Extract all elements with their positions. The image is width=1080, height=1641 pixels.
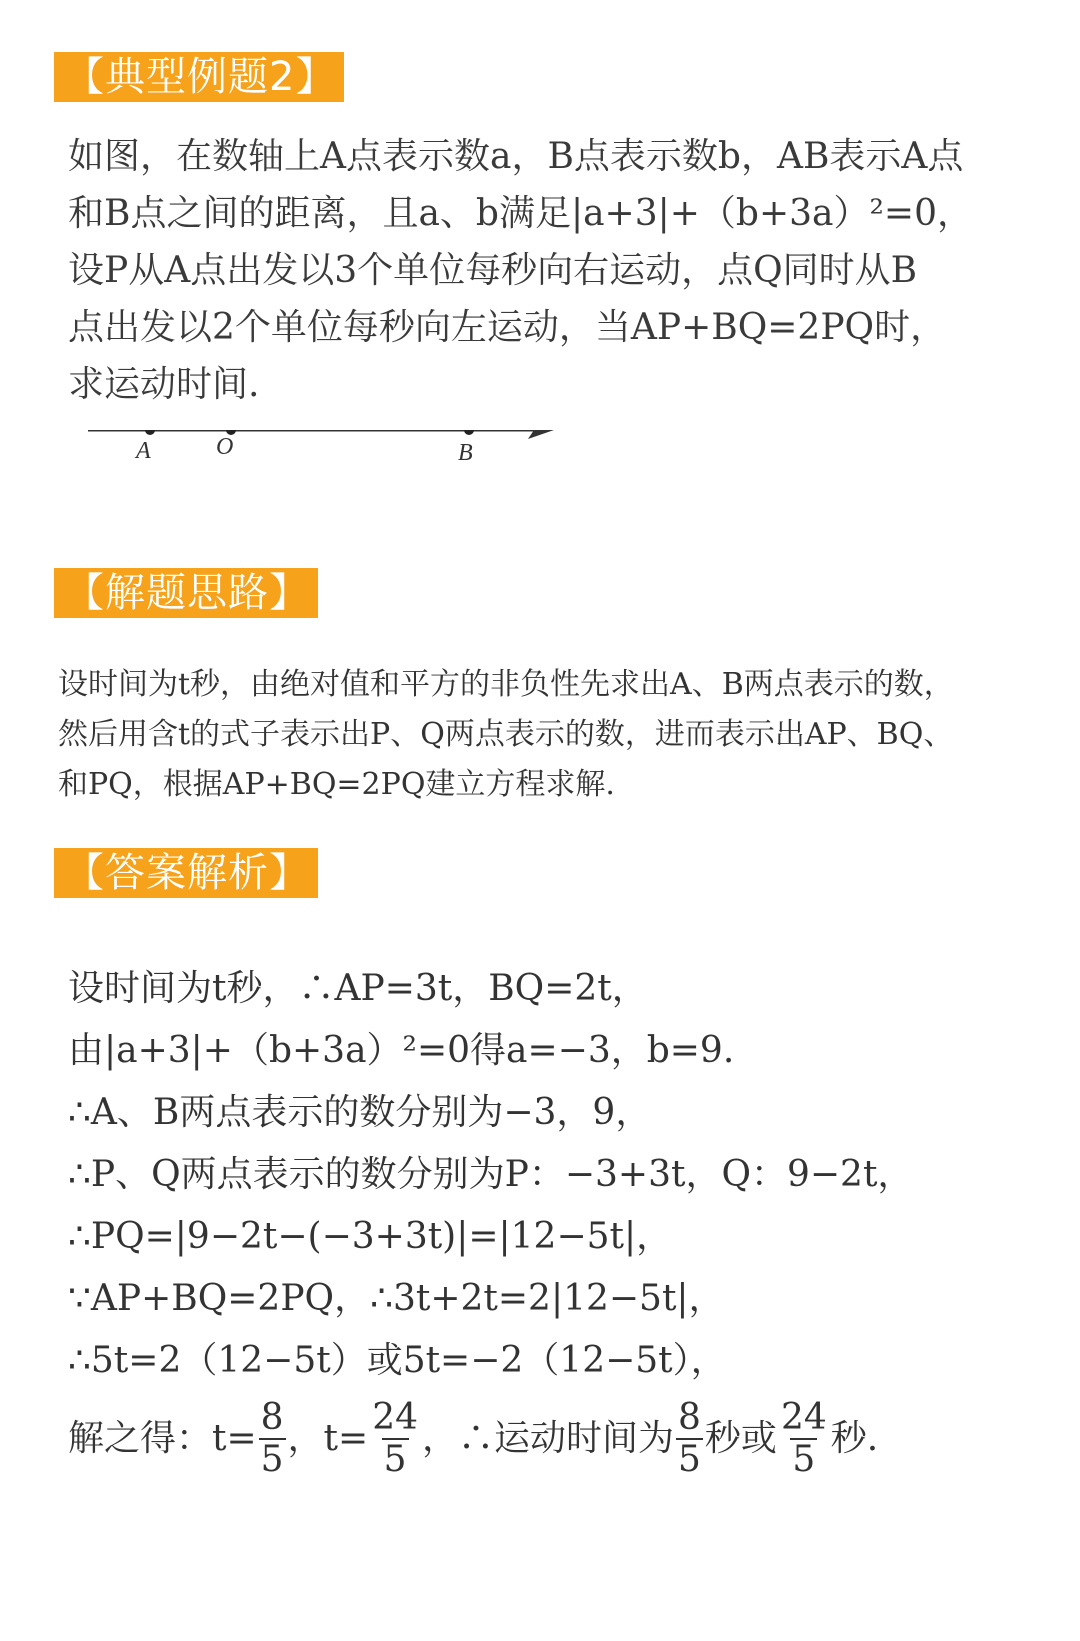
point-a-dot bbox=[145, 430, 155, 435]
solution-text bbox=[68, 958, 913, 1392]
fraction-8-5 bbox=[676, 1398, 703, 1480]
solution-line: ∴PQ=|9−2t−(−3+3t)|=|12−5t|， bbox=[68, 1216, 673, 1257]
fraction-denominator: 5 bbox=[383, 1439, 407, 1480]
problem-line: 求运动时间. bbox=[68, 364, 260, 405]
approach-line: 设时间为t秒，由绝对值和平方的非负性先求出A、B两点表示的数， bbox=[58, 667, 954, 702]
approach-header: 【解题思路】 bbox=[54, 568, 318, 618]
final-suffix: 秒. bbox=[830, 1418, 879, 1459]
point-b-dot bbox=[464, 430, 474, 435]
approach-text bbox=[58, 660, 954, 810]
solution-line: ∵AP+BQ=2PQ，∴3t+2t=2|12−5t|， bbox=[68, 1278, 725, 1319]
approach-line: 和PQ，根据AP+BQ=2PQ建立方程求解. bbox=[58, 767, 615, 802]
number-line-diagram bbox=[88, 430, 568, 480]
approach-line: 然后用含t的式子表示出P、Q两点表示的数，进而表示出AP、BQ、 bbox=[58, 717, 954, 752]
fraction-denominator: 5 bbox=[792, 1439, 816, 1480]
fraction-numerator: 8 bbox=[678, 1397, 701, 1438]
problem-line: 和B点之间的距离，且a、b满足|a+3|+（b+3a）²=0， bbox=[68, 193, 973, 234]
problem-line: 点出发以2个单位每秒向左运动，当AP+BQ=2PQ时， bbox=[68, 307, 947, 348]
final-middle-text: ，∴运动时间为 bbox=[422, 1418, 675, 1459]
final-prefix: 解之得：t= bbox=[68, 1418, 257, 1459]
fraction-denominator: 5 bbox=[260, 1439, 284, 1480]
solution-line: 由|a+3|+（b+3a）²=0得a=−3，b=9. bbox=[68, 1030, 735, 1071]
solution-line: 设时间为t秒，∴AP=3t，BQ=2t， bbox=[68, 968, 648, 1009]
final-answer-line bbox=[68, 1398, 878, 1480]
final-separator: ，t= bbox=[287, 1418, 369, 1459]
problem-header: 【典型例题2】 bbox=[54, 52, 344, 102]
fraction-numerator: 24 bbox=[780, 1397, 827, 1438]
solution-line: ∴5t=2（12−5t）或5t=−2（12−5t）， bbox=[68, 1340, 727, 1381]
solution-line: ∴A、B两点表示的数分别为−3，9， bbox=[68, 1092, 652, 1133]
problem-line: 设P从A点出发以3个单位每秒向右运动，点Q同时从B bbox=[68, 250, 918, 291]
fraction-numerator: 8 bbox=[260, 1397, 284, 1438]
point-o-label: O bbox=[216, 434, 234, 460]
solution-line: ∴P、Q两点表示的数分别为P：−3+3t，Q：9−2t， bbox=[68, 1154, 914, 1195]
fraction-8-5 bbox=[259, 1398, 286, 1480]
fraction-24-5 bbox=[370, 1398, 420, 1480]
solution-header: 【答案解析】 bbox=[54, 848, 318, 898]
problem-line: 如图，在数轴上A点表示数a，B点表示数b，AB表示A点 bbox=[68, 136, 964, 177]
point-a-label: A bbox=[136, 438, 151, 464]
point-b-label: B bbox=[458, 440, 473, 466]
problem-text bbox=[68, 128, 973, 413]
final-or-text: 秒或 bbox=[704, 1418, 777, 1459]
fraction-24-5 bbox=[779, 1398, 829, 1480]
fraction-denominator: 5 bbox=[678, 1439, 701, 1480]
fraction-numerator: 24 bbox=[372, 1397, 418, 1438]
